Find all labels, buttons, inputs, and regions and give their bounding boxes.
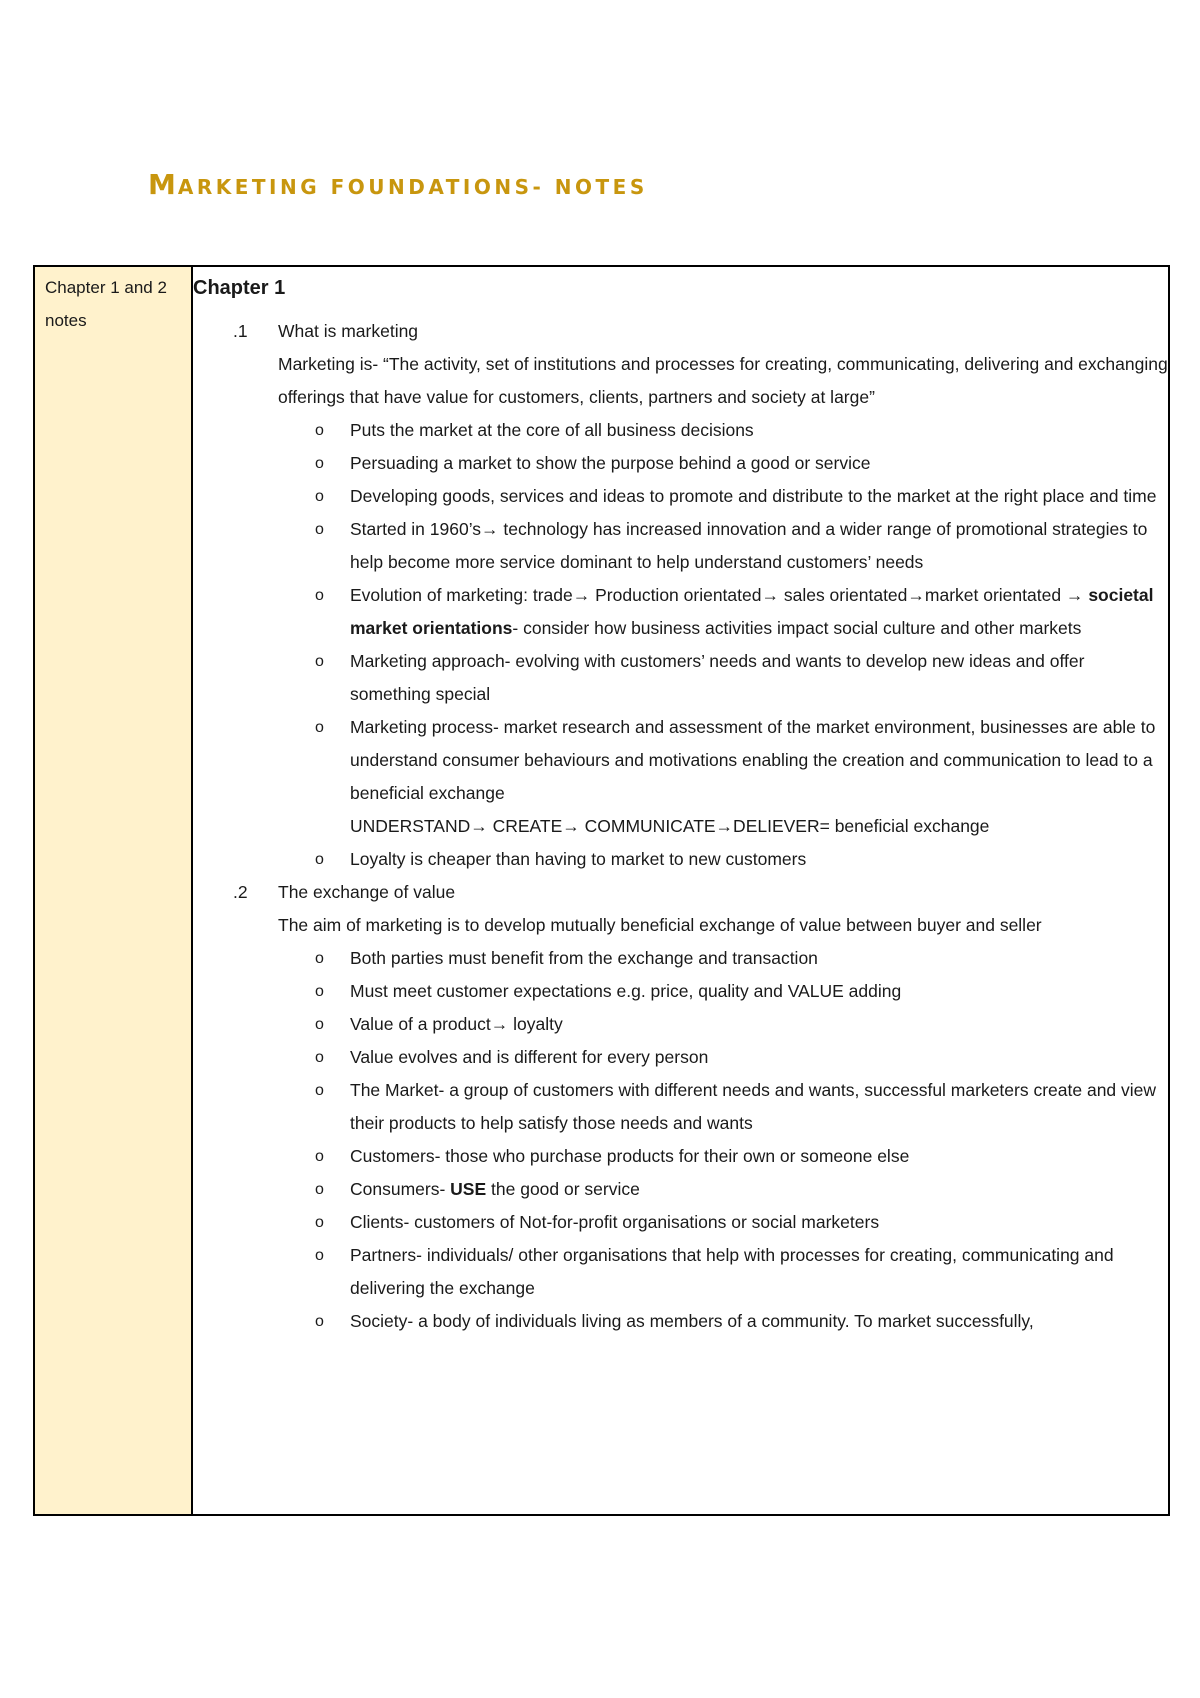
item-process-line: UNDERSTAND→ CREATE→ COMMUNICATE→DELIEVER= beneficial exchange bbox=[350, 816, 990, 836]
item-bold-text: societal market orientations bbox=[350, 585, 1154, 638]
list-item bbox=[350, 579, 1168, 645]
item-text: Consumers- bbox=[350, 1179, 451, 1199]
title-initial: M bbox=[148, 168, 178, 201]
section-title: The exchange of value bbox=[278, 882, 456, 902]
list-item: o Society- a body of individuals living as members of a community. To market successfully, bbox=[350, 1305, 1168, 1338]
left-column bbox=[34, 266, 192, 1515]
chapter-heading: Chapter 1 bbox=[193, 277, 286, 299]
item-bold-text: USE bbox=[450, 1179, 487, 1199]
list-item: o Value of a product→ loyalty bbox=[350, 1008, 1168, 1041]
section-heading bbox=[193, 315, 1168, 348]
list-item bbox=[350, 1173, 1168, 1206]
title-rest: ARKETING FOUNDATIONS- NOTES bbox=[177, 175, 648, 199]
list-item: o Started in 1960’s→ technology has increased innovation and a wider range of promotional strategies to help become more service dominant to help understand customers’ needs bbox=[350, 513, 1168, 579]
list-item: o Loyalty is cheaper than having to market to new customers bbox=[350, 843, 1168, 876]
section-title: What is marketing bbox=[278, 321, 419, 341]
list-item: o Persuading a market to show the purpose behind a good or service bbox=[350, 447, 1168, 480]
list-item: o Partners- individuals/ other organisations that help with processes for creating, communicating and delivering the exchange bbox=[350, 1239, 1168, 1305]
section-paragraph: Marketing is- “The activity, set of institutions and processes for creating, communicating, delivering and exchanging offerings that have value for customers, clients, partners and society at large” bbox=[278, 354, 1168, 407]
list-item: o Clients- customers of Not-for-profit organisations or social marketers bbox=[350, 1206, 1168, 1239]
right-column bbox=[192, 266, 1169, 1515]
list-item: o The Market- a group of customers with different needs and wants, successful marketers create and view their products to help satisfy those needs and wants bbox=[350, 1074, 1168, 1140]
item-text: Evolution of marketing: trade→ Production orientated→ sales orientated→market orientated → bbox=[350, 585, 1089, 605]
list-item bbox=[350, 711, 1168, 843]
list-item: o Marketing approach- evolving with customers’ needs and wants to develop new ideas and offer something special bbox=[350, 645, 1168, 711]
bullet-list bbox=[193, 942, 1168, 1338]
section-number: .2 bbox=[233, 882, 248, 902]
list-item: o Puts the market at the core of all business decisions bbox=[350, 414, 1168, 447]
list-item: o Developing goods, services and ideas to promote and distribute to the market at the right place and time bbox=[350, 480, 1168, 513]
notes-table bbox=[33, 265, 1170, 1516]
list-item: o Must meet customer expectations e.g. price, quality and VALUE adding bbox=[350, 975, 1168, 1008]
list-item: o Both parties must benefit from the exchange and transaction bbox=[350, 942, 1168, 975]
item-text: - consider how business activities impact social culture and other markets bbox=[512, 618, 1082, 638]
document-title bbox=[148, 168, 648, 201]
item-text: o Marketing process- market research and assessment of the market environment, businesses are able to understand consumer behaviours and motivations enabling the creation and communication to lead to a beneficial exchange bbox=[350, 717, 1156, 803]
section-number: .1 bbox=[233, 321, 248, 341]
section-heading bbox=[193, 876, 1168, 909]
chapter-label: Chapter 1 and 2 notes bbox=[45, 278, 167, 330]
item-text: the good or service bbox=[486, 1179, 640, 1199]
list-item: o Value evolves and is different for every person bbox=[350, 1041, 1168, 1074]
section-paragraph: The aim of marketing is to develop mutually beneficial exchange of value between buyer and seller bbox=[278, 915, 1042, 935]
list-item: o Customers- those who purchase products for their own or someone else bbox=[350, 1140, 1168, 1173]
bullet-list bbox=[193, 414, 1168, 876]
